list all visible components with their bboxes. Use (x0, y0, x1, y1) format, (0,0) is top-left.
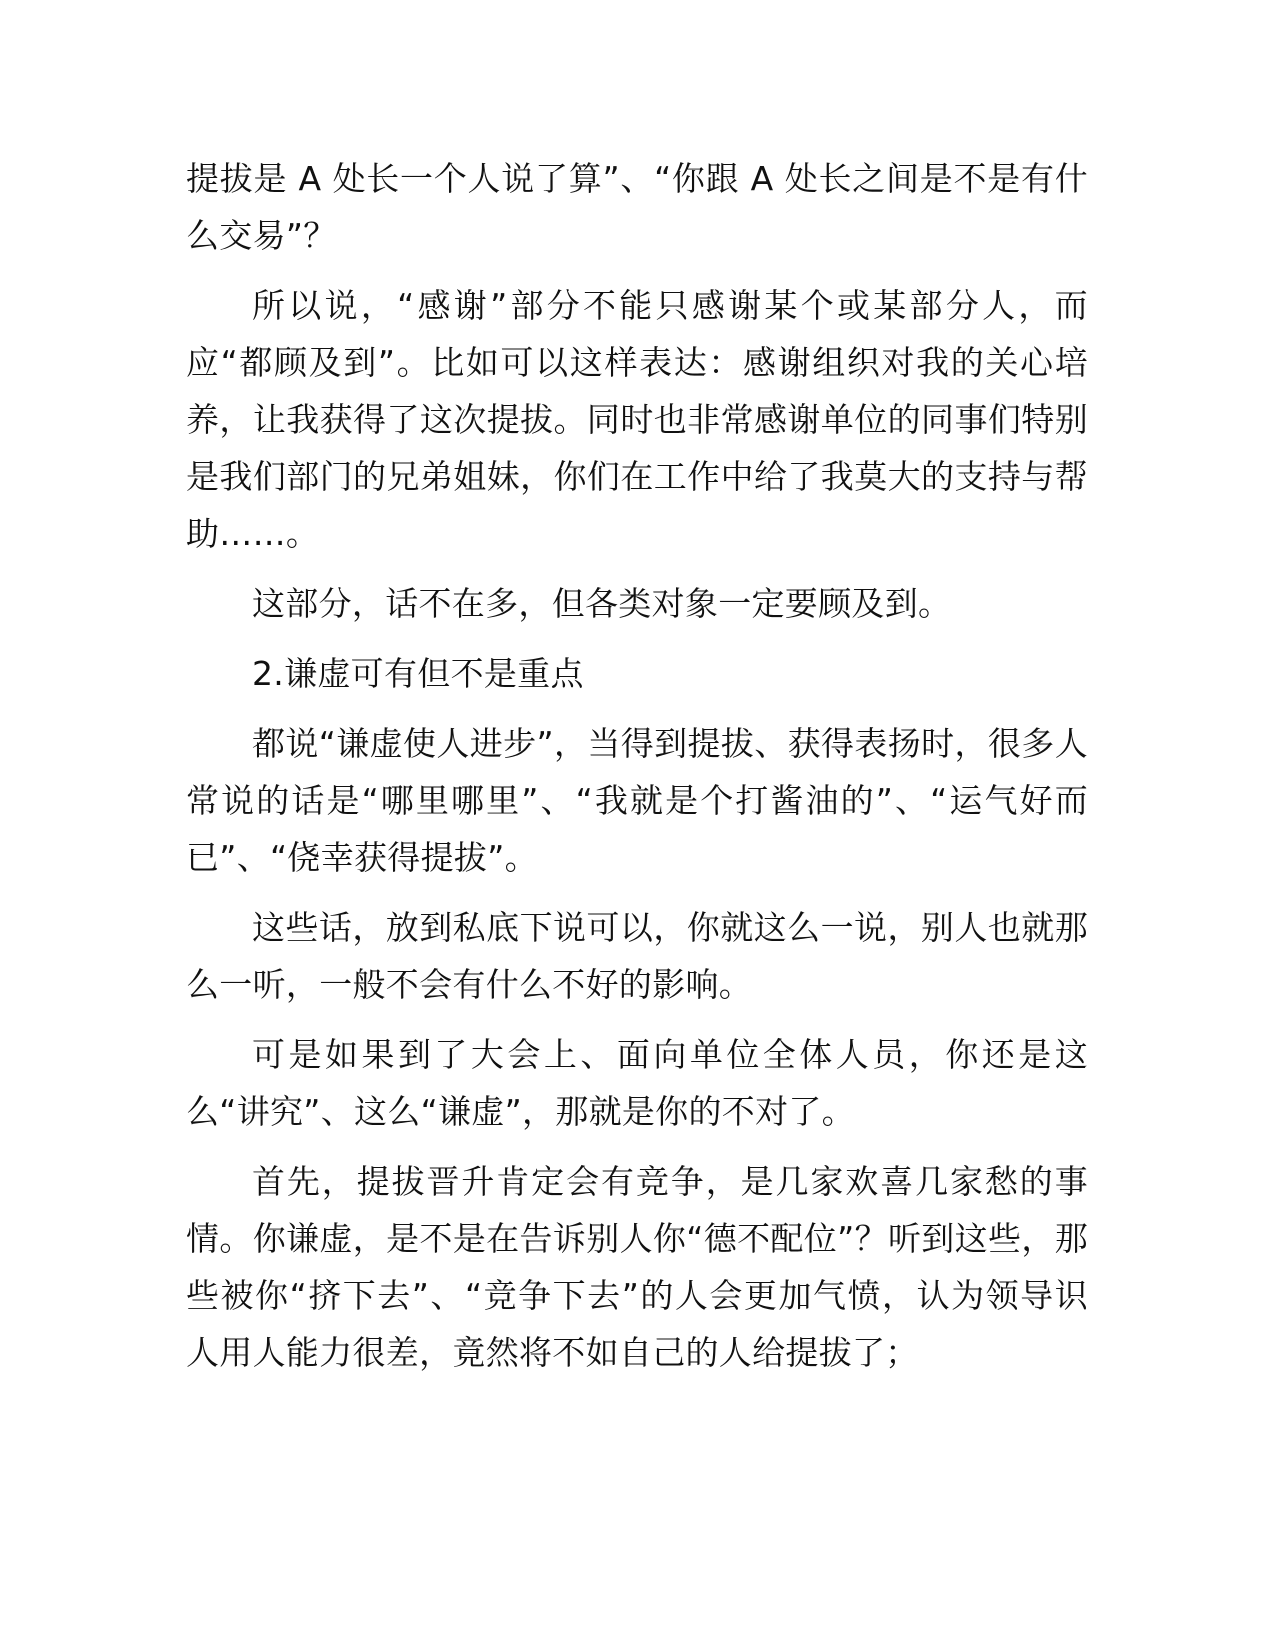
document-body (186, 150, 1088, 1394)
paragraph-thanks-everyone: 所以说，“感谢”部分不能只感谢某个或某部分人，而应“都顾及到”。比如可以这样表达：感谢组织对我的关心培养，让我获得了这次提拔。同时也非常感谢单位的同事们特别是我们部门的兄弟姐妹，你们在工作中给了我莫大的支持与帮助……。 (186, 286, 1088, 553)
paragraph-competition: 首先，提拔晋升肯定会有竞争，是几家欢喜几家愁的事情。你谦虚，是不是在告诉别人你“德不配位”？听到这些，那些被你“挤下去”、“竞争下去”的人会更加气愤，认为领导识人用人能力很差，竟然将不如自己的人给提拔了； (186, 1162, 1088, 1372)
paragraph-private-talk: 这些话，放到私底下说可以，你就这么一说，别人也就那么一听，一般不会有什么不好的影响。 (186, 908, 1088, 1004)
section-heading-modesty: 2.谦虚可有但不是重点 (252, 654, 584, 693)
paragraph-thanks-summary: 这部分，话不在多，但各类对象一定要顾及到。 (252, 584, 952, 623)
paragraph-modesty-sayings: 都说“谦虚使人进步”，当得到提拔、获得表扬时，很多人常说的话是“哪里哪里”、“我就是个打酱油的”、“运气好而已”、“侥幸获得提拔”。 (186, 724, 1088, 877)
paragraph-continuation: 提拔是 A 处长一个人说了算”、“你跟 A 处长之间是不是有什么交易”？ (186, 159, 1088, 255)
paragraph-public-meeting: 可是如果到了大会上、面向单位全体人员，你还是这么“讲究”、这么“谦虚”，那就是你的不对了。 (186, 1035, 1088, 1131)
